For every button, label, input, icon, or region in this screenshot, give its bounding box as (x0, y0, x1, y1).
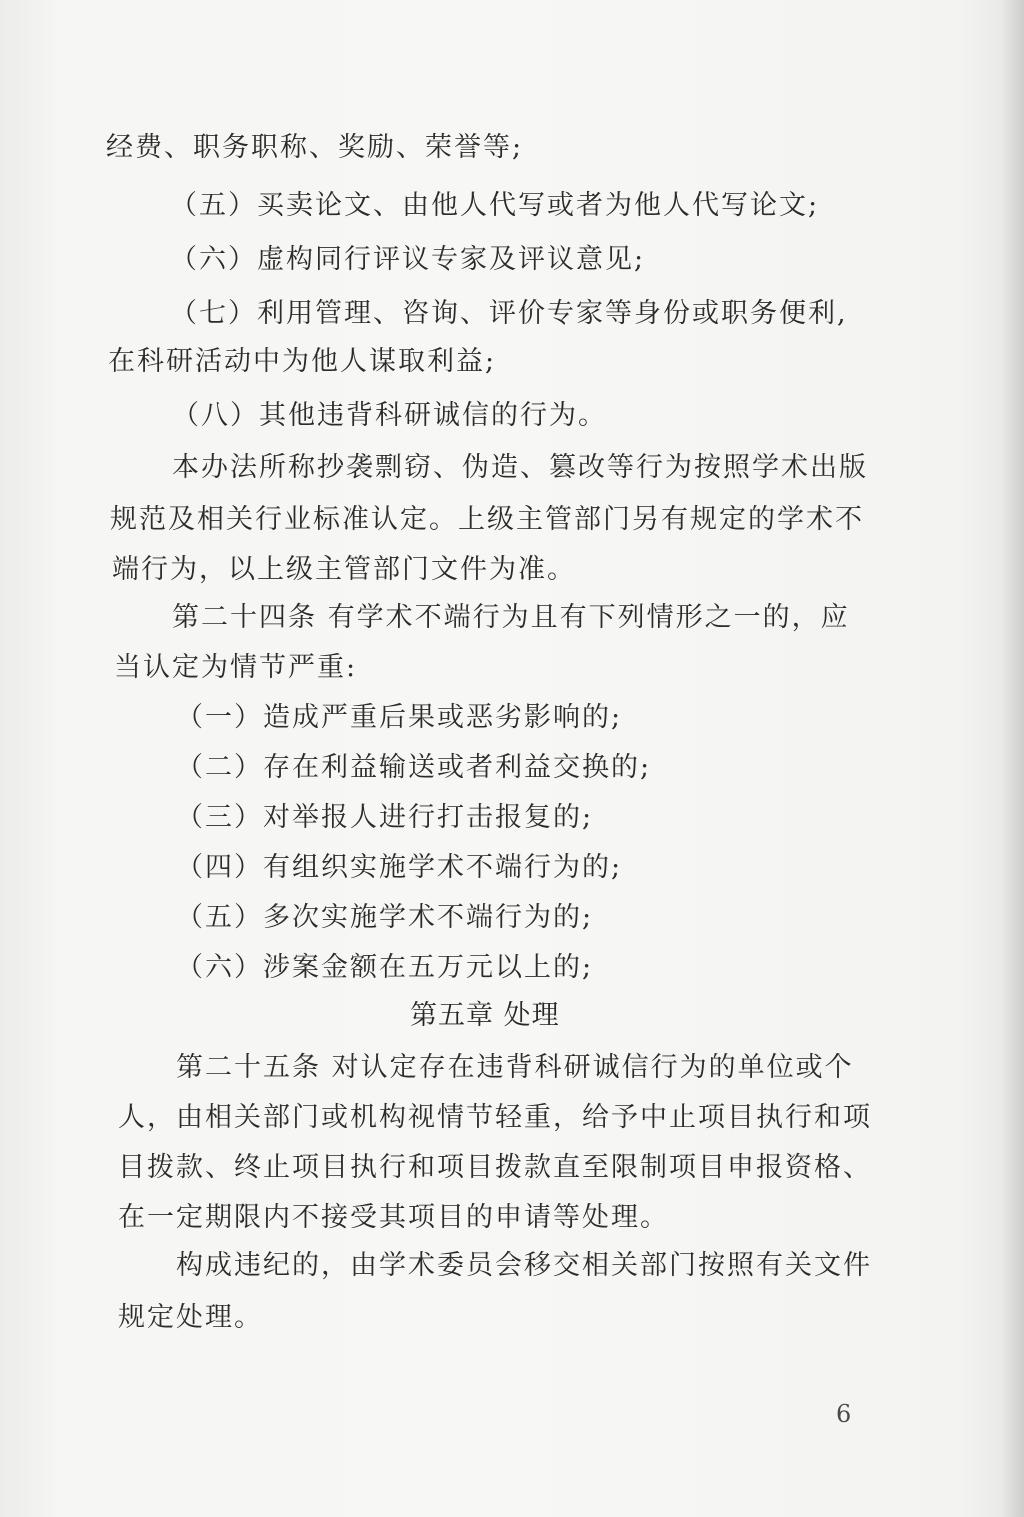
text-line: 当认定为情节严重: (114, 652, 358, 683)
text-line: （二）存在利益输送或者利益交换的; (176, 752, 652, 783)
text-line: 在科研活动中为他人谋取利益; (108, 346, 497, 377)
text-line: （一）造成严重后果或恶劣影响的; (176, 702, 623, 733)
text-line: 本办法所称抄袭剽窃、伪造、篡改等行为按照学术出版 (172, 452, 868, 483)
chapter-heading: 第五章 处理 (410, 1000, 560, 1031)
text-line: （六）涉案金额在五万元以上的; (176, 952, 594, 983)
text-line: 第二十五条 对认定存在违背科研诚信行为的单位或个 (176, 1052, 854, 1083)
text-line: 人，由相关部门或机构视情节轻重，给予中止项目执行和项 (118, 1102, 872, 1133)
text-line: 构成违纪的，由学术委员会移交相关部门按照有关文件 (176, 1250, 872, 1281)
text-line: 在一定期限内不接受其项目的申请等处理。 (118, 1202, 669, 1233)
text-line: （五）多次实施学术不端行为的; (176, 902, 594, 933)
text-line: 端行为，以上级主管部门文件为准。 (112, 554, 576, 585)
page-number: 6 (836, 1400, 852, 1428)
text-line: 第二十四条 有学术不端行为且有下列情形之一的，应 (172, 602, 850, 633)
text-line: 目拨款、终止项目执行和项目拨款直至限制项目申报资格、 (118, 1152, 872, 1183)
text-line: 规定处理。 (118, 1302, 263, 1333)
text-line: （五）买卖论文、由他人代写或者为他人代写论文; (170, 190, 820, 221)
text-line: 经费、职务职称、奖励、荣誉等; (106, 132, 524, 163)
page-edge-shadow (1002, 0, 1024, 1517)
text-line: 规范及相关行业标准认定。上级主管部门另有规定的学术不 (110, 504, 864, 535)
text-line: （三）对举报人进行打击报复的; (176, 802, 594, 833)
text-line: （七）利用管理、咨询、评价专家等身份或职务便利, (170, 298, 848, 329)
text-line: （六）虚构同行评议专家及评议意见; (170, 244, 646, 275)
text-line: （八）其他违背科研诚信的行为。 (172, 400, 607, 431)
text-line: （四）有组织实施学术不端行为的; (176, 852, 623, 883)
